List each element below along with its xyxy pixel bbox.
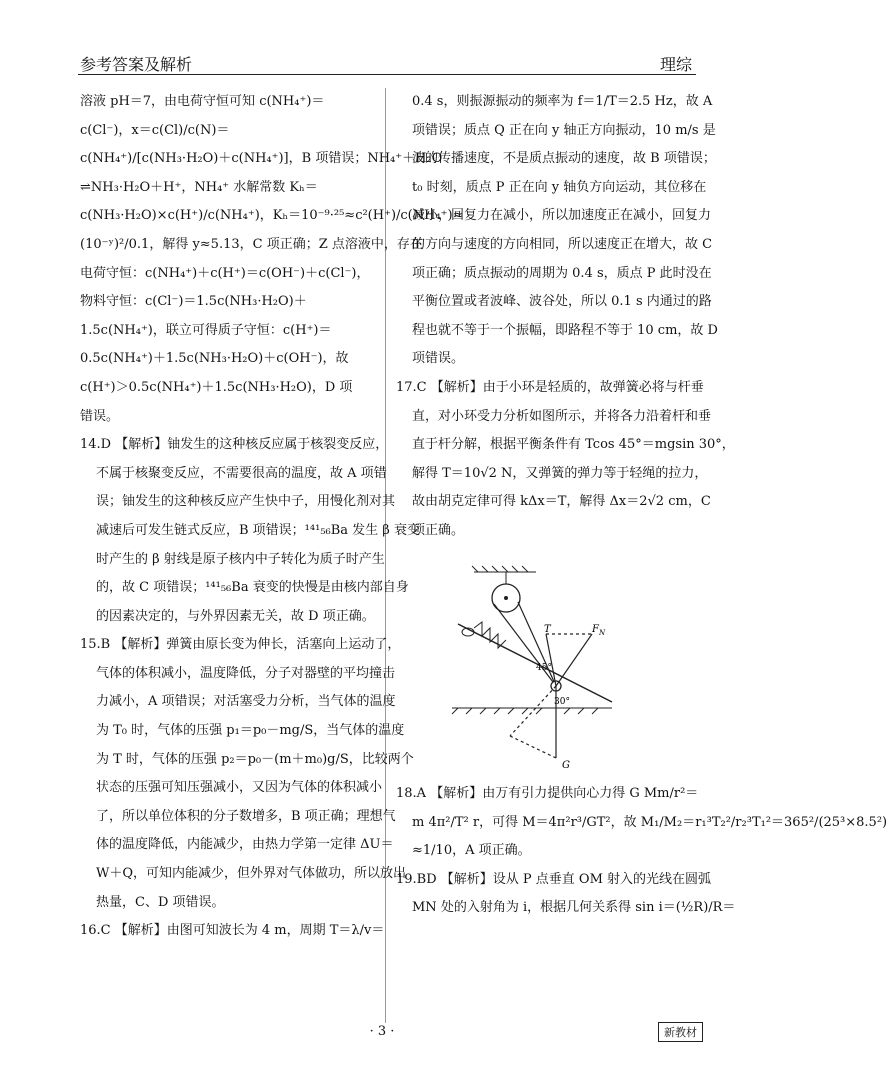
text-line: ≈1/10，A 项正确。 — [412, 843, 531, 859]
header-subject: 理综 — [659, 55, 692, 74]
header-title: 参考答案及解析 — [80, 55, 193, 74]
rope — [494, 602, 556, 686]
text-line: 了，所以单位体积的分子数增多，B 项正确；理想气 — [96, 808, 396, 824]
force-arrows — [510, 634, 592, 758]
ceiling — [472, 566, 536, 584]
text-line: 1.5c(NH₄⁺)，联立可得质子守恒：c(H⁺)＝ — [80, 322, 332, 338]
text-line: c(NH₃·H₂O)×c(H⁺)/c(NH₄⁺)，Kₕ＝10⁻⁹·²⁵≈c²(H⁺)/c(NH₄⁺)≈ — [80, 208, 464, 224]
text-line: 错误。 — [80, 408, 120, 424]
text-line: ⇌NH₃·H₂O＋H⁺，NH₄⁺ 水解常数 Kₕ＝ — [80, 179, 318, 195]
header-rule — [78, 74, 696, 75]
text-line: 波的传播速度，不是质点振动的速度，故 B 项错误； — [412, 151, 716, 167]
text-line: 解得 T＝10√2 N，又弹簧的弹力等于轻绳的拉力， — [412, 465, 708, 481]
answer-14-line: 14.D 【解析】铀发生的这种核反应属于核裂变反应， — [80, 437, 389, 453]
text-line: 误；铀发生的这种核反应产生快中子，用慢化剂对其 — [96, 494, 396, 510]
right-column — [396, 88, 735, 546]
text-line: 体的温度降低，内能减少，由热力学第一定律 ΔU＝ — [96, 837, 394, 853]
text-line: 项正确。 — [412, 522, 465, 538]
rod — [458, 624, 612, 702]
page-number: · 3 · — [369, 1024, 395, 1039]
force-diagram — [452, 562, 612, 772]
text-line: 故由胡克定律可得 kΔx＝T，解得 Δx＝2√2 cm，C — [412, 494, 711, 510]
edition-badge: 新教材 — [658, 1022, 703, 1042]
text-line: 溶液 pH＝7，由电荷守恒可知 c(NH₄⁺)＝ — [80, 94, 325, 109]
text-line: 的因素决定的，与外界因素无关，故 D 项正确。 — [96, 608, 375, 624]
text-line: c(NH₄⁺)/[c(NH₃·H₂O)＋c(NH₄⁺)]，B 项错误；NH₄⁺＋H₂O — [80, 151, 443, 167]
text-line: 0.5c(NH₄⁺)＋1.5c(NH₃·H₂O)＋c(OH⁻)，故 — [80, 351, 349, 367]
text-line: 直于杆分解，根据平衡条件有 Tcos 45°＝mgsin 30°， — [412, 437, 735, 453]
answer-16-line: 16.C 【解析】由图可知波长为 4 m，周期 T＝λ/v＝ — [80, 923, 385, 939]
text-line: 不属于核聚变反应，不需要很高的温度，故 A 项错 — [96, 465, 387, 481]
text-line: 0.4 s，则振源振动的频率为 f＝1/T＝2.5 Hz，故 A — [412, 94, 713, 109]
text-line: 力减小，A 项错误；对活塞受力分析，当气体的温度 — [96, 694, 396, 710]
text-line: 项错误。 — [412, 351, 465, 367]
text-line: 项错误；质点 Q 正在向 y 轴正方向振动，10 m/s 是 — [412, 122, 716, 138]
text-line: 直，对小环受力分析如图所示，并将各力沿着杆和垂 — [412, 408, 712, 424]
text-line: c(Cl⁻)，x＝c(Cl)/c(N)＝ — [80, 122, 230, 138]
text-line: 项正确；质点振动的周期为 0.4 s，质点 P 此时没在 — [412, 265, 712, 281]
text-line: 程也就不等于一个振幅，即路程不等于 10 cm，故 D — [412, 322, 718, 338]
text-line: 时产生的 β 射线是原子核内中子转化为质子时产生 — [96, 551, 385, 567]
text-line: 气体的体积减小，温度降低，分子对器壁的平均撞击 — [96, 665, 396, 681]
text-line: 状态的压强可知压强减小，又因为气体的体积减小 — [96, 780, 383, 796]
label-45: 45° — [536, 663, 552, 673]
text-line: 热量，C、D 项错误。 — [96, 894, 225, 910]
text-line: 减小，回复力在减小，所以加速度正在减小，回复力 — [412, 208, 712, 224]
text-line: (10⁻ʸ)²/0.1，解得 y≈5.13，C 项正确；Z 点溶液中，存在 — [80, 236, 423, 252]
answer-19-line: 19.BD 【解析】设从 P 点垂直 OM 射入的光线在圆弧 — [396, 871, 712, 887]
label-30: 30° — [554, 697, 570, 707]
text-line: 电荷守恒：c(NH₄⁺)＋c(H⁺)＝c(OH⁻)＋c(Cl⁻)， — [80, 265, 370, 281]
text-line: m 4π²/T² r，可得 M＝4π²r³/GT²，故 M₁/M₂＝r₁³T₂²/r₂³T₁²＝365²/(25³×8.5²) — [412, 814, 887, 830]
right-column-lower — [396, 780, 887, 923]
left-column — [80, 88, 464, 946]
text-line: W＋Q，可知内能减少，但外界对气体做功，所以放出 — [96, 866, 407, 882]
text-line: 平衡位置或者波峰、波谷处，所以 0.1 s 内通过的路 — [412, 294, 712, 310]
text-line: 为 T₀ 时，气体的压强 p₁＝p₀－mg/S，当气体的温度 — [96, 723, 405, 739]
label-T: T — [544, 624, 551, 635]
text-line: 减速后可发生链式反应，B 项错误；¹⁴¹₅₆Ba 发生 β 衰变 — [96, 522, 420, 538]
text-line: t₀ 时刻，质点 P 正在向 y 轴负方向运动，其位移在 — [412, 179, 707, 195]
label-G: G — [562, 760, 570, 771]
text-line: 物料守恒：c(Cl⁻)＝1.5c(NH₃·H₂O)＋ — [80, 294, 307, 310]
text-line: 为 T 时，气体的压强 p₂＝p₀－(m＋m₀)g/S，比较两个 — [96, 751, 414, 767]
label-FN: $F_N$ — [592, 624, 606, 637]
text-line: MN 处的入射角为 i，根据几何关系得 sin i＝(½R)/R＝ — [412, 900, 736, 916]
text-line: 的，故 C 项错误；¹⁴¹₅₆Ba 衰变的快慢是由核内部自身 — [96, 580, 409, 596]
answer-17-line: 17.C 【解析】由于小环是轻质的，故弹簧必将与杆垂 — [396, 379, 704, 395]
answer-18-line: 18.A 【解析】由万有引力提供向心力得 G Mm/r²＝ — [396, 786, 699, 801]
text-line: 的方向与速度的方向相同，所以速度正在增大，故 C — [412, 236, 713, 252]
text-line: c(H⁺)＞0.5c(NH₄⁺)＋1.5c(NH₃·H₂O)，D 项 — [80, 379, 353, 395]
answer-15-line: 15.B 【解析】弹簧由原长变为伸长，活塞向上运动了， — [80, 637, 401, 653]
ground — [452, 708, 612, 714]
